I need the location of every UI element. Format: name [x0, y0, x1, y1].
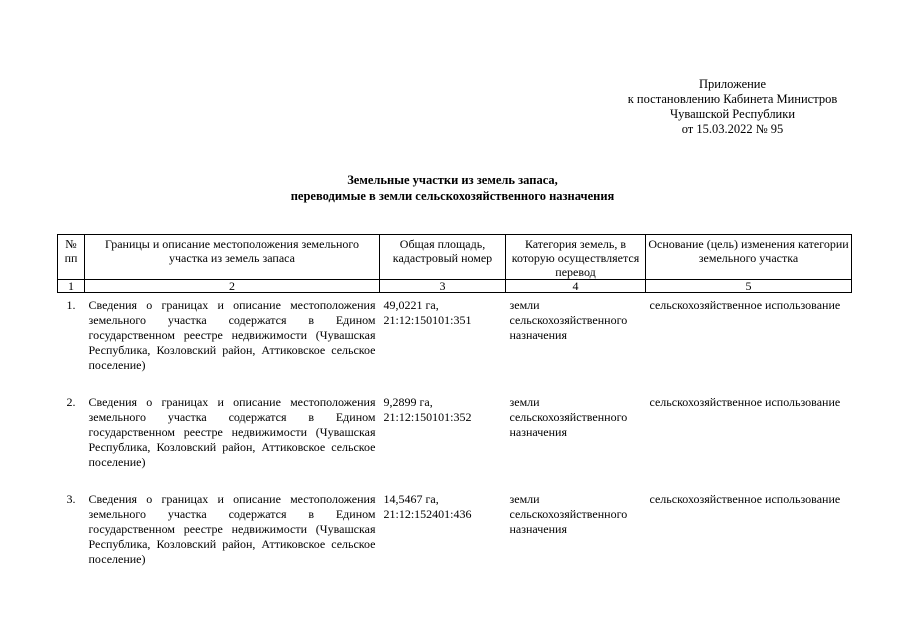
plot-area: 9,2899 га, [383, 395, 433, 409]
land-category: земли сельскохозяйственного назначения [509, 492, 628, 536]
column-number-row [58, 280, 852, 293]
land-category: земли сельскохозяйственного назначения [509, 395, 628, 439]
table-row [58, 390, 852, 487]
change-basis: сельскохозяйственное использование [649, 492, 841, 506]
plot-description: Сведения о границах и описание местоположения земельного участка содержатся в Едином государственном реестре недвижимости (Чувашская Республика, Козловский район, Аттиковское сельское поселение) [88, 395, 376, 469]
plot-area-cell [380, 390, 506, 487]
row-number: 3. [66, 492, 76, 506]
column-number: 3 [380, 280, 506, 293]
land-category: земли сельскохозяйственного назначения [509, 298, 628, 342]
header-number: № пп [58, 235, 85, 280]
plot-area-cell [380, 293, 506, 391]
appendix-block [560, 77, 905, 137]
column-number: 5 [646, 280, 852, 293]
table-header-row [58, 235, 852, 280]
document-title [0, 172, 905, 204]
column-number: 1 [58, 280, 85, 293]
row-number: 1. [66, 298, 76, 312]
change-basis: сельскохозяйственное использование [649, 395, 841, 409]
header-category: Категория земель, в которую осуществляется перевод [506, 235, 646, 280]
table-row [58, 293, 852, 391]
cadastral-number: 21:12:150101:352 [383, 410, 472, 424]
appendix-date-line: от 15.03.2022 № 95 [681, 122, 784, 136]
table-row [58, 487, 852, 567]
change-basis: сельскохозяйственное использование [649, 298, 841, 312]
header-description: Границы и описание местоположения земельного участка из земель запаса [85, 235, 380, 280]
cadastral-number: 21:12:152401:436 [383, 507, 472, 521]
land-plots-table [57, 234, 852, 567]
plot-description: Сведения о границах и описание местоположения земельного участка содержатся в Едином государственном реестре недвижимости (Чувашская Республика, Козловский район, Аттиковское сельское поселение) [88, 492, 376, 566]
appendix-line: к постановлению Кабинета Министров [627, 92, 838, 106]
appendix-line: Приложение [698, 77, 767, 91]
column-number: 2 [85, 280, 380, 293]
title-line: переводимые в земли сельскохозяйственного назначения [290, 189, 615, 203]
appendix-line: Чувашской Республики [669, 107, 796, 121]
column-number: 4 [506, 280, 646, 293]
row-number: 2. [66, 395, 76, 409]
plot-description: Сведения о границах и описание местоположения земельного участка содержатся в Едином государственном реестре недвижимости (Чувашская Республика, Козловский район, Аттиковское сельское поселение) [88, 298, 376, 372]
cadastral-number: 21:12:150101:351 [383, 313, 472, 327]
plot-area: 14,5467 га, [383, 492, 439, 506]
header-area: Общая площадь, кадастровый номер [380, 235, 506, 280]
title-line: Земельные участки из земель запаса, [347, 173, 558, 187]
plot-area-cell [380, 487, 506, 567]
header-basis: Основание (цель) изменения категории земельного участка [646, 235, 852, 280]
plot-area: 49,0221 га, [383, 298, 439, 312]
